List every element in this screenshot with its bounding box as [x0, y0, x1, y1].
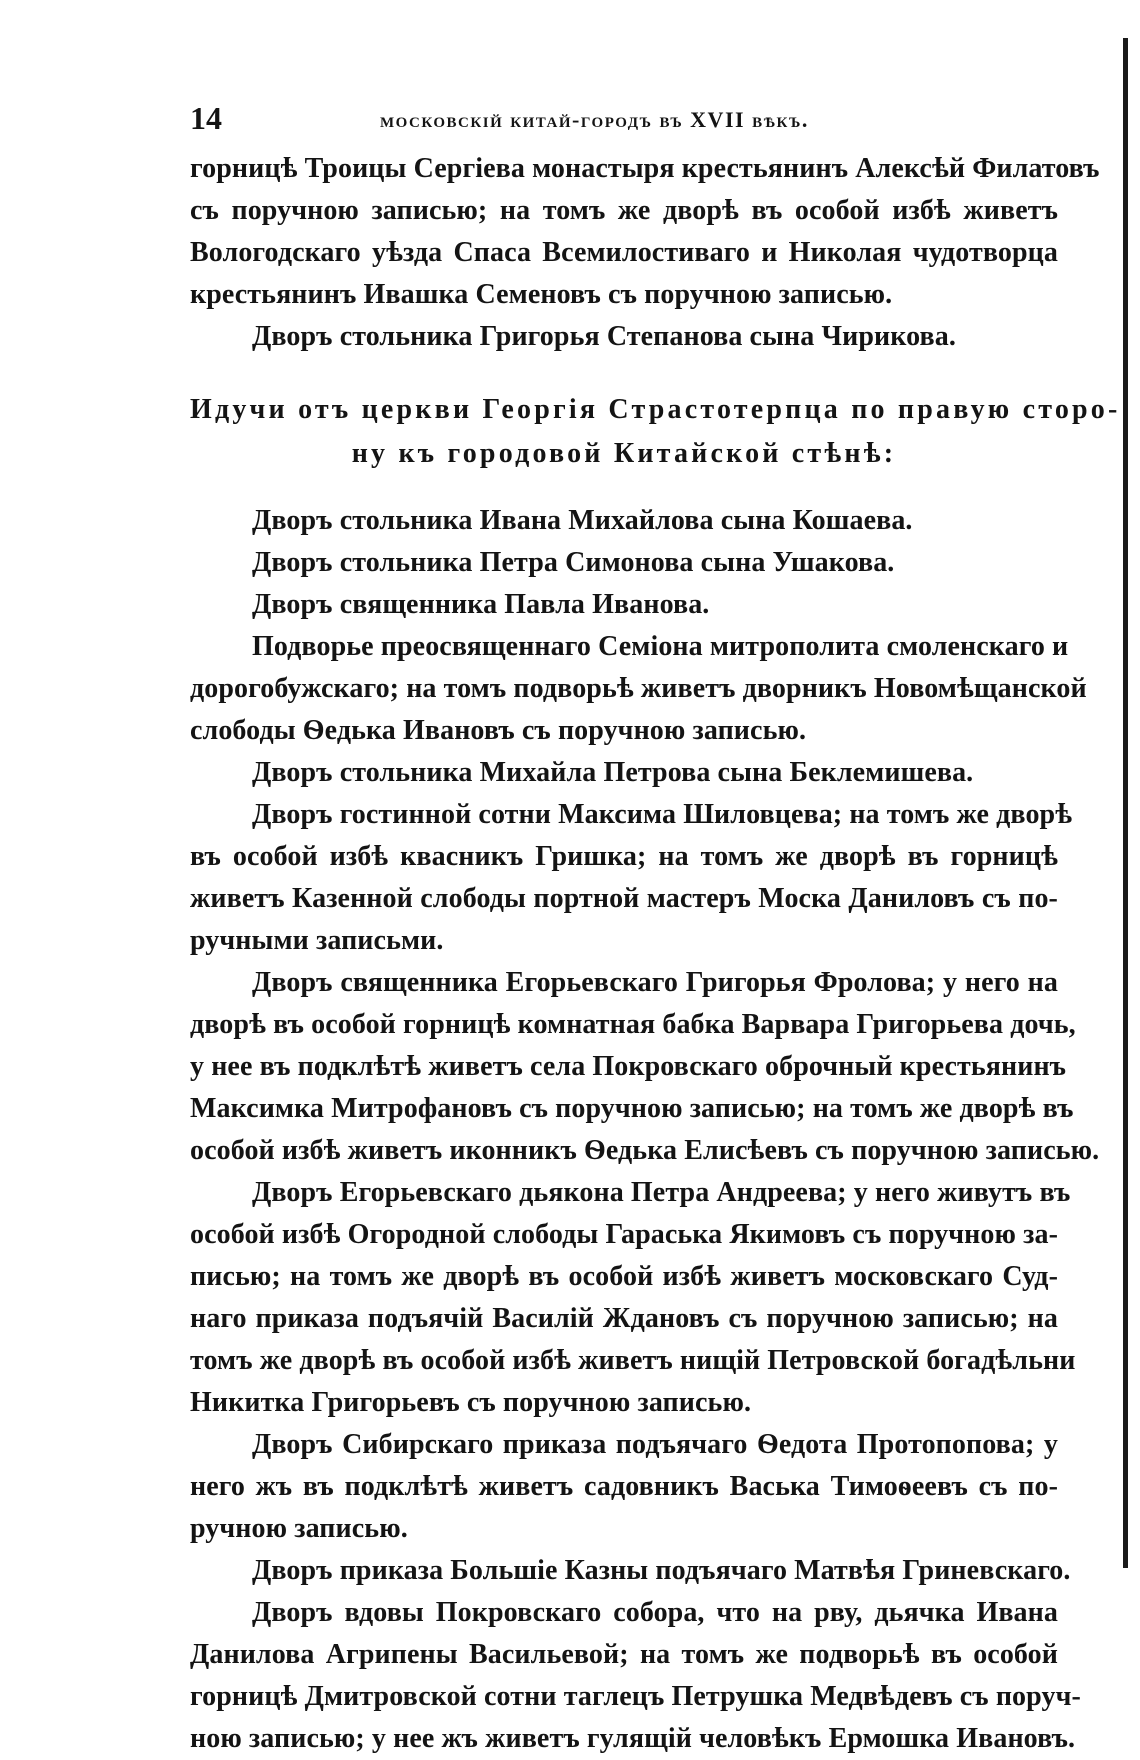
text-line: Никитка Григорьевъ съ поручною записью.: [190, 1387, 752, 1418]
running-title: московскій китай-городъ въ XVII вѣкъ.: [380, 107, 809, 132]
text-line: Вологодскаго уѣзда Спаса Всемилостиваго и Николая чудотворца: [190, 237, 1058, 268]
text-line: ручными записьми.: [190, 925, 444, 956]
text-line: горницѣ Троицы Сергіева монастыря крестьянинъ Алексѣй Филатовъ: [190, 153, 1100, 184]
text-line: Дворъ стольника Григорья Степанова сына Чирикова.: [252, 321, 956, 352]
page-edge-line: [1123, 38, 1128, 1568]
text-line: особой избѣ живетъ иконникъ Ѳедька Елисѣевъ съ поручною записью.: [190, 1135, 1100, 1166]
page-number: 14: [190, 100, 222, 136]
text-line: Дворъ священника Павла Иванова.: [252, 589, 710, 620]
text-line: Дворъ стольника Петра Симонова сына Ушакова.: [252, 547, 895, 578]
text-line: Дворъ священника Егорьевскаго Григорья Фролова; у него на: [252, 967, 1058, 998]
text-line: дворѣ въ особой горницѣ комнатная бабка Варвара Григорьева дочь,: [190, 1009, 1076, 1040]
text-line: Дворъ вдовы Покровскаго собора, что на рву, дьячка Ивана: [252, 1597, 1058, 1628]
text-line: живетъ Казенной слободы портной мастеръ Моска Даниловъ съ по-: [190, 883, 1058, 914]
text-line: писью; на томъ же дворѣ въ особой избѣ живетъ московскаго Суд-: [190, 1261, 1058, 1292]
section-heading-line: ну къ городовой Китайской стѣнѣ:: [351, 438, 897, 469]
text-line: дорогобужскаго; на томъ подворьѣ живетъ дворникъ Новомѣщанской: [190, 673, 1087, 704]
text-line: наго приказа подъячій Василій Ждановъ съ поручною записью; на: [190, 1303, 1058, 1334]
text-line: него жъ въ подклѣтѣ живетъ садовникъ Васька Тимоѳеевъ съ по-: [190, 1471, 1058, 1502]
section-heading-line: Идучи отъ церкви Георгія Страстотерпца по правую сторо-: [190, 394, 1121, 425]
text-line: Дворъ Сибирскаго приказа подъячаго Ѳедота Протопопова; у: [252, 1429, 1058, 1460]
text-line: Дворъ стольника Ивана Михайлова сына Кошаева.: [252, 505, 913, 536]
text-line: въ особой избѣ квасникъ Гришка; на томъ же дворѣ въ горницѣ: [190, 841, 1058, 872]
text-line: Дворъ Егорьевскаго дьякона Петра Андреева; у него живутъ въ: [252, 1177, 1071, 1208]
text-line: у нее въ подклѣтѣ живетъ села Покровскаго оброчный крестьянинъ: [190, 1051, 1067, 1082]
text-line: особой избѣ Огородной слободы Гараська Якимовъ съ поручною за-: [190, 1219, 1058, 1250]
text-line: томъ же дворѣ въ особой избѣ живетъ нищій Петровской богадѣльни: [190, 1345, 1076, 1376]
page-header: [190, 98, 1060, 138]
text-line: слободы Ѳедька Ивановъ съ поручною записью.: [190, 715, 807, 746]
text-line: Дворъ стольника Михайла Петрова сына Беклемишева.: [252, 757, 974, 788]
body-text: [190, 148, 1121, 1760]
text-line: Дворъ приказа Большіе Казны подъячаго Матвѣя Гриневскаго.: [252, 1555, 1071, 1586]
text-line: Данилова Агрипены Васильевой; на томъ же подворьѣ въ особой: [190, 1639, 1058, 1670]
text-line: Дворъ гостинной сотни Максима Шиловцева; на томъ же дворѣ: [252, 799, 1073, 830]
text-line: Подворье преосвященнаго Семіона митрополита смоленскаго и: [252, 631, 1069, 662]
text-line: съ поручною записью; на томъ же дворѣ въ особой избѣ живетъ: [190, 195, 1058, 226]
text-line: крестьянинъ Ивашка Семеновъ съ поручною записью.: [190, 279, 893, 310]
text-line: ною записью; у нее жъ живетъ гулящій человѣкъ Ермошка Ивановъ.: [190, 1723, 1076, 1754]
text-line: горницѣ Дмитровской сотни таглецъ Петрушка Медвѣдевъ съ поруч-: [190, 1681, 1081, 1712]
text-line: Максимка Митрофановъ съ поручною записью; на томъ же дворѣ въ: [190, 1093, 1074, 1124]
text-line: ручною записью.: [190, 1513, 408, 1544]
